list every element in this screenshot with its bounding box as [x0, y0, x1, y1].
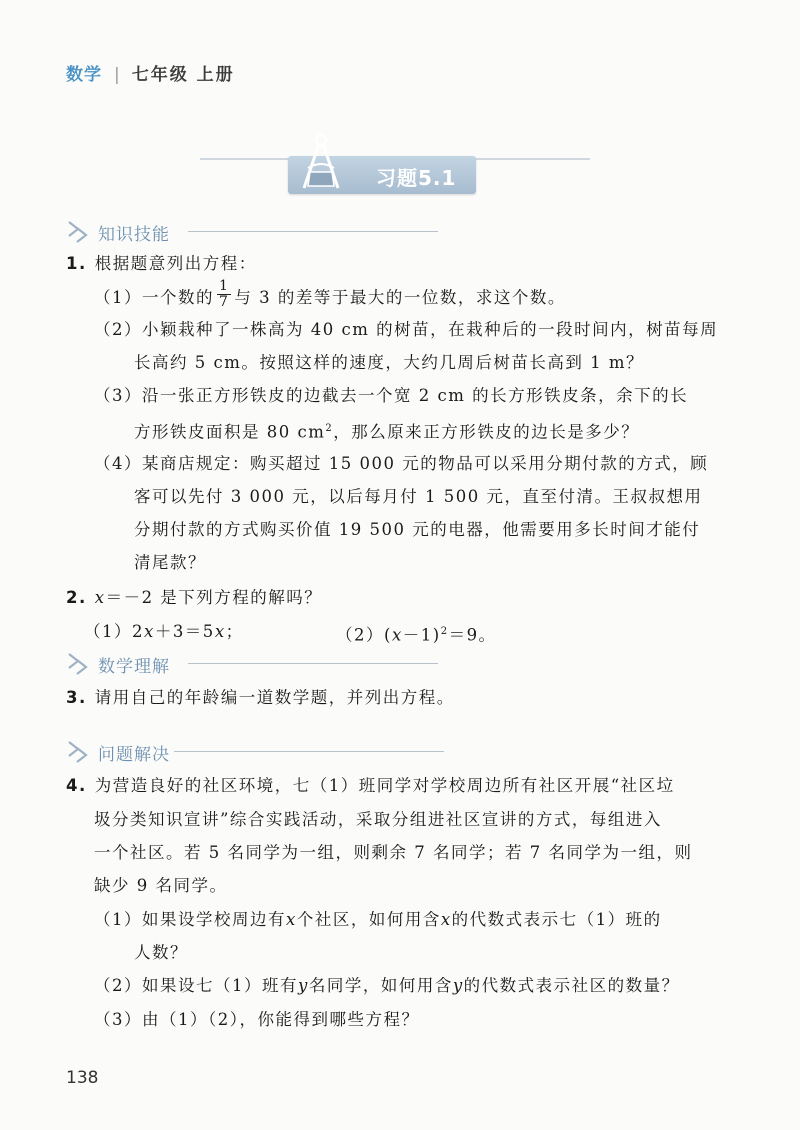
q4-line3: 一个社区。若 5 名同学为一组，则剩余 7 名同学；若 7 名同学为一组，则 — [94, 843, 693, 862]
section-title: 问题解决 — [98, 745, 170, 765]
header-subject: 数学 — [66, 65, 102, 85]
q1-part2-line1: （2）小颖栽种了一株高为 40 cm 的树苗，在栽种后的一段时间内，树苗每周 — [94, 320, 719, 339]
q4-part1-line2: 人数？ — [134, 943, 188, 962]
q1-part1: （1）一个数的 $\frac{1}{7}$ 与 3 的差等于最大的一位数，求这个数。 — [94, 278, 566, 310]
q1-part3-line2: 方形铁皮面积是 80 $cm^2$，那么原来正方形铁皮的边长是多少？ — [134, 422, 640, 442]
q4-part3: （3）由（1）（2），你能得到哪些方程？ — [94, 1010, 420, 1029]
running-header — [66, 60, 235, 85]
double-chevron-icon — [66, 650, 94, 678]
section-title: 知识技能 — [98, 225, 170, 245]
q1-part4-line2: 客可以先付 3 000 元，以后每月付 1 500 元，直至付清。王叔叔想用 — [134, 487, 703, 506]
double-chevron-icon — [66, 738, 94, 766]
section-title: 数学理解 — [98, 657, 170, 677]
q4-line4: 缺少 9 名同学。 — [94, 876, 228, 895]
q3-text: 3. 请用自己的年龄编一道数学题，并列出方程。 — [66, 688, 455, 707]
page-number: 138 — [66, 1068, 99, 1088]
q4-part1-line1: （1）如果设学校周边有x个社区，如何用含x的代数式表示七（1）班的 — [94, 910, 662, 929]
section-problem-solving — [66, 738, 396, 766]
q2-part2: $(2)(x-1)^2=9$。 — [336, 625, 497, 645]
q2-part1: （1）2x＋3＝5x； — [84, 622, 244, 641]
exercise-banner — [258, 130, 558, 200]
q1-part4-line1: （4）某商店规定：购买超过 15 000 元的物品可以采用分期付款的方式，顾 — [94, 454, 709, 473]
fraction-one-seventh: $\frac{1}{7}$ — [219, 278, 230, 310]
q4-line1: 4. 为营造良好的社区环境，七（1）班同学对学校周边所有社区开展“社区垃 — [66, 776, 675, 795]
section-rule — [188, 231, 438, 232]
section-understanding — [66, 650, 396, 678]
q4-part2: （2）如果设七（1）班有y名同学，如何用含y的代数式表示社区的数量？ — [94, 976, 680, 995]
q2-stem: 2. x＝－2 是下列方程的解吗？ — [66, 588, 323, 607]
section-rule — [174, 751, 444, 752]
q1-part4-line3: 分期付款的方式购买价值 19 500 元的电器，他需要用多长时间才能付 — [134, 520, 701, 539]
section-knowledge — [66, 218, 396, 246]
section-rule — [188, 663, 438, 664]
q1-part3-line1: （3）沿一张正方形铁皮的边截去一个宽 2 cm 的长方形铁皮条，余下的长 — [94, 386, 689, 405]
double-chevron-icon — [66, 218, 94, 246]
q4-line2: 圾分类知识宣讲”综合实践活动，采取分组进社区宣讲的方式，每组进入 — [94, 810, 662, 829]
q1-stem: 1. 根据题意列出方程： — [66, 254, 257, 273]
header-separator: | — [114, 65, 120, 85]
compass-icon — [298, 132, 344, 192]
banner-title: 习题5.1 — [376, 166, 457, 190]
q1-part2-line2: 长高约 5 cm。按照这样的速度，大约几周后树苗长高到 1 m？ — [134, 353, 645, 372]
q1-part4-line4: 清尾款？ — [134, 553, 206, 572]
header-grade: 七年级 上册 — [131, 65, 235, 85]
